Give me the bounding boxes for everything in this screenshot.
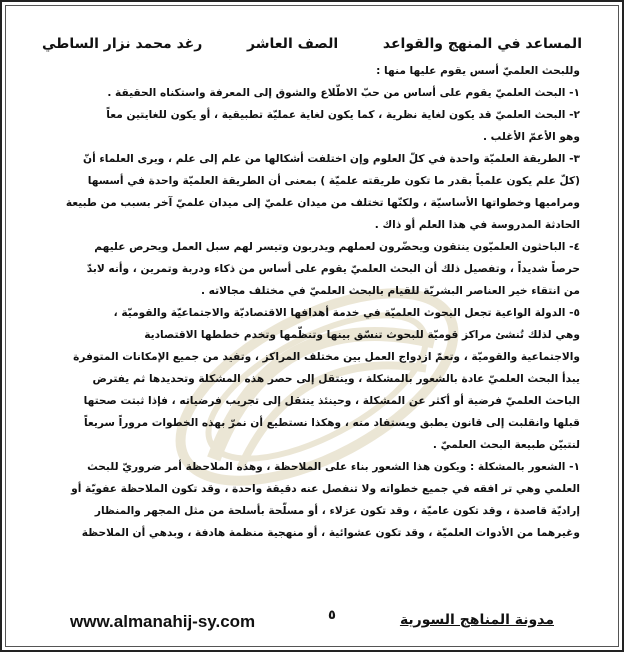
text-line: ٤- الباحثون العلميّون ينتقون ويحضّرون لعملهم ويدربون وتيسر لهم سبل العمل ويحرص عليهم	[94, 241, 580, 253]
page-header	[42, 36, 582, 52]
text-line: ١- البحث العلميّ يقوم على أساس من حبّ الاطّلاع والشوق إلى المعرفة واستكناه الحقيقة .	[107, 87, 580, 99]
text-line: الحادثة المدروسة في هذا العلم أو ذاك .	[374, 219, 580, 231]
text-line: وغيرهما من الأدوات العلميّة ، وقد تكون عشوائية ، أو منهجية منظمة هادفة ، وبدهي أن الملاحظة	[81, 527, 580, 539]
text-line: ٢- البحث العلميّ قد يكون لغاية نظرية ، كما يكون لغاية عمليّة تطبيقية ، أو يكون للغايتين معاً	[106, 109, 580, 121]
text-line: يبدأ البحث العلميّ عادة بالشعور بالمشكلة ، وينتقل إلى حصر هذه المشكلة وتحديدها ثم يفترض	[92, 373, 580, 385]
text-line: قبلها وانقلبت إلى قانون يطبق ويستفاد منه ، وهكذا نستطيع أن نمرّ بهذه الخطوات مروراً سريعاً	[83, 417, 580, 429]
text-line: الباحث العلميّ فرضية أو أكثر عن المشكلة ، وحينئذ ينتقل إلى تجريب فرضياته ، فإذا ثبتت صحتها	[83, 395, 580, 407]
page-number: ٥	[328, 608, 336, 623]
text-line: من انتقاء خير العناصر البشريّة للقيام بالبحث العلميّ في مختلف مجالاته .	[200, 285, 580, 297]
text-line: ٣- الطريقة العلميّة واحدة في كلّ العلوم وإن اختلفت أشكالها من علم إلى علم ، ويرى العلماء أنّ	[83, 153, 580, 165]
text-line: (كلّ علم يكون علمياً بقدر ما تكون طريقته علميّة ) بمعنى أن الطريقة العلميّة واحدة في أسسها	[87, 175, 580, 187]
document-body	[44, 60, 580, 544]
text-line: حرصاً شديداً ، وتفصيل ذلك أن البحث العلميّ يقوم على أساس من ذكاء ودربة وتمرين ، وأنه لابدّ	[86, 263, 580, 275]
header-title: المساعد في المنهج والقواعد	[382, 36, 582, 52]
header-author: رغد محمد نزار الساطي	[42, 36, 203, 52]
text-line: وللبحث العلميّ أسس يقوم عليها منها :	[376, 65, 580, 77]
text-line: العلمي وهي تر افقه في جميع خطواته ولا تنفصل عنه دقيقة واحدة ، وقد تكون الملاحظة عفويّة أو	[71, 483, 580, 495]
text-line: ٥- الدولة الواعية تجعل البحوث العلميّة في خدمة أهدافها الاقتصاديّة والاجتماعيّة والقوميّة ،	[113, 307, 580, 319]
text-line: وهو الأعمّ الأغلب .	[482, 131, 580, 143]
text-line: لنتبيّن طبيعة البحث العلميّ .	[432, 439, 580, 451]
text-line: وهي لذلك تُنشئ مراكز قوميّة للبحوث تنسّق بينها وتنظّمها وتخدم خططها الاقتصادية	[144, 329, 580, 341]
page-footer	[42, 608, 582, 638]
text-line: إراديّة قاصدة ، وقد تكون عاميّة ، وقد تكون عزلاء ، أو مسلّحة بأسلحة من مثل المجهر والمنظار	[94, 505, 580, 517]
blog-name: مدونة المناهج السورية	[399, 612, 554, 628]
text-line: ومراميها وخطواتها الأساسيّة ، ولكنّها تختلف من ميدان علميّ إلى ميدان علميّ آخر بسبب من طبيعة	[65, 197, 580, 209]
text-line: والاجتماعية والقوميّة ، وتعمّ ازدواج العمل بين مختلف المراكز ، وتفيد من جميع الإمكانات المتوفرة	[73, 351, 580, 363]
site-url-link[interactable]: www.almanahij-sy.com	[70, 612, 256, 631]
text-line: ١- الشعور بالمشكلة : ويكون هذا الشعور بناء على الملاحظة ، وهذه الملاحظة أمر ضروريّ للبحث	[87, 461, 580, 473]
header-grade: الصف العاشر	[247, 36, 339, 52]
